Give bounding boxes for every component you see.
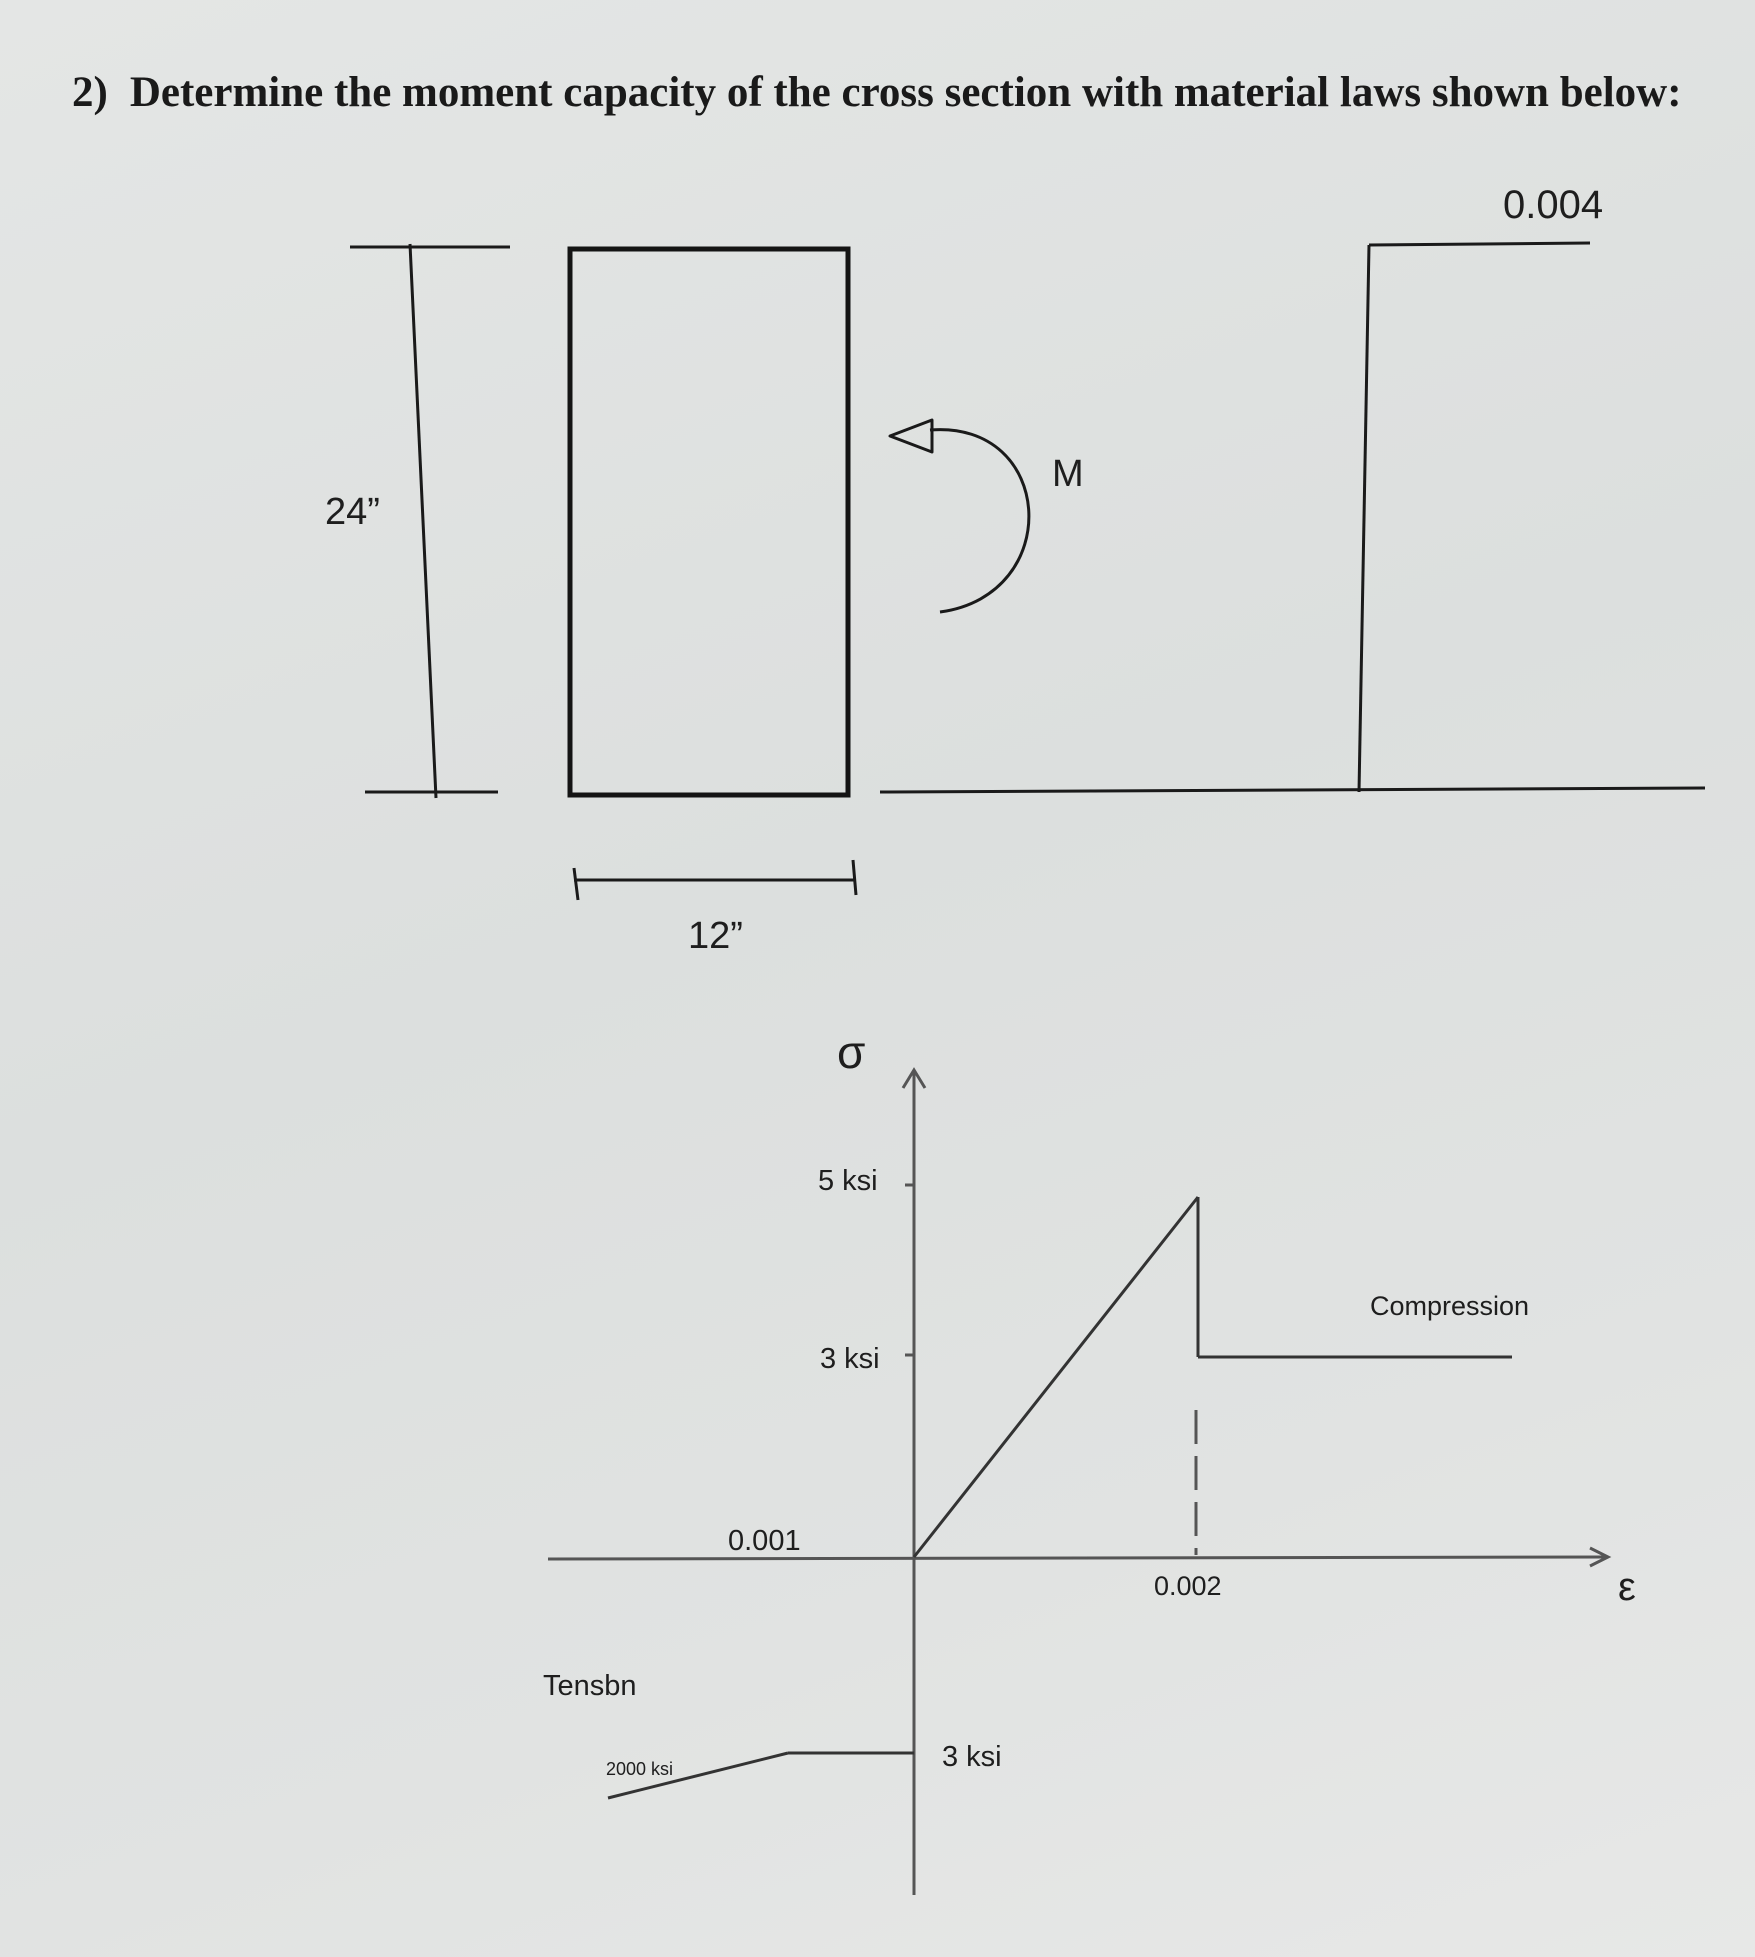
- height-dimension: [325, 244, 510, 798]
- compression-linear-branch: [914, 1197, 1198, 1557]
- width-dimension: [574, 860, 856, 957]
- moment-label: M: [1052, 453, 1084, 495]
- moment-arrow: [890, 420, 1084, 612]
- stress-strain-diagram: [543, 1026, 1636, 1895]
- width-dimension-right-tick: [853, 860, 856, 895]
- width-label: 12”: [688, 915, 743, 957]
- strain-baseline: [880, 788, 1705, 792]
- height-dimension-line: [410, 244, 436, 798]
- strain-profile-top: [1369, 243, 1590, 245]
- peak-strain-label: 0.002: [1154, 1571, 1222, 1601]
- tension-stress-label: 3 ksi: [942, 1741, 1002, 1773]
- strain-axis-symbol: ε: [1618, 1565, 1636, 1609]
- compression-region-label: Compression: [1370, 1291, 1530, 1321]
- peak-stress-label: 5 ksi: [818, 1165, 878, 1197]
- width-dimension-left-tick: [574, 868, 578, 900]
- tension-strain-label: 0.001: [728, 1525, 801, 1557]
- height-label: 24”: [325, 491, 380, 533]
- counterclockwise-arrow-icon: [930, 430, 1029, 612]
- residual-stress-label: 3 ksi: [820, 1343, 880, 1375]
- problem-text: Determine the moment capacity of the cross section with material laws shown below:: [129, 69, 1682, 116]
- strain-profile: [880, 183, 1705, 792]
- tension-region-label: Tensbn: [543, 1670, 637, 1702]
- strain-axis: [548, 1557, 1608, 1559]
- arrowhead-icon: [890, 420, 932, 452]
- top-strain-label: 0.004: [1503, 183, 1604, 227]
- problem-number: 2): [72, 69, 108, 116]
- softening-modulus-label: 2000 ksi: [606, 1759, 674, 1779]
- cross-section-rectangle: [570, 249, 848, 795]
- stress-axis-symbol: σ: [837, 1026, 866, 1078]
- strain-profile-vertical: [1359, 245, 1369, 792]
